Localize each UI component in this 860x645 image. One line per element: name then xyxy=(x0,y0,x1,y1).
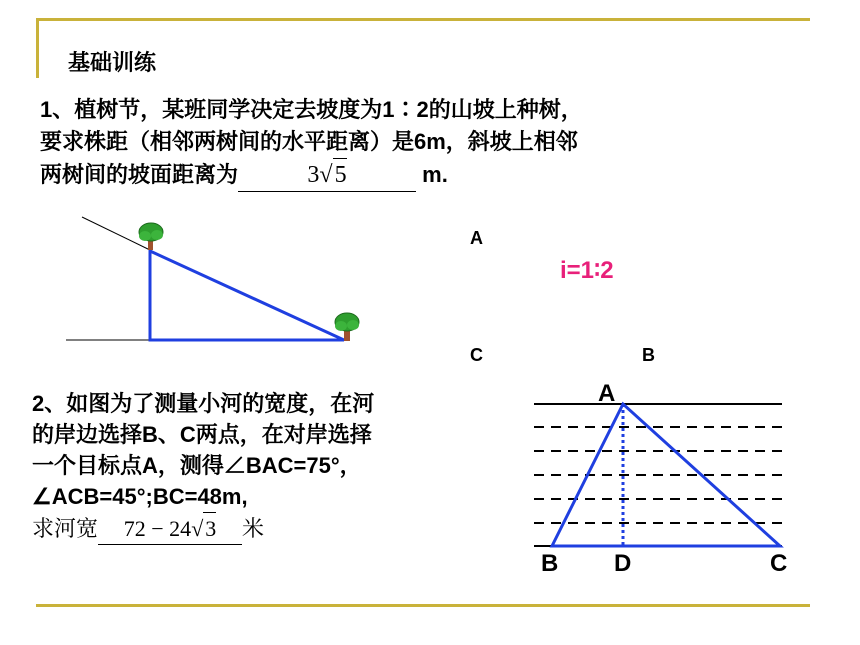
answer-1-coefficient: 3 xyxy=(307,162,320,188)
problem-1-line-3-suffix: m. xyxy=(416,162,448,187)
label-b-figure-1: B xyxy=(642,345,655,365)
slope-ratio: i=1∶2 xyxy=(560,257,614,284)
problem-2-line-2: 的岸边选择B、C两点，在对岸选择 xyxy=(32,422,372,447)
problem-2-line-5 xyxy=(32,512,492,545)
answer-2-prefix: 72 − 24 xyxy=(123,516,192,541)
problem-2-text xyxy=(32,388,492,545)
section-heading: 基础训练 xyxy=(68,50,157,75)
label-a-figure-1: A xyxy=(470,228,483,248)
problem-1-answer: 3√5 xyxy=(238,158,416,192)
label-b-figure-2: B xyxy=(541,550,559,577)
problem-1-line-1: 1、植树节，某班同学决定去坡度为1∶2的山坡上种树， xyxy=(40,97,583,122)
problem-1-line-2: 要求株距（相邻两树间的水平距离）是6m，斜坡上相邻 xyxy=(40,129,578,154)
label-c-figure-2: C xyxy=(770,550,788,577)
problem-2-line-3: 一个目标点A，测得∠BAC=75°， xyxy=(32,453,362,478)
problem-2-answer: 72 − 24√3 xyxy=(98,512,242,545)
problem-2-line-4: ∠ACB=45°;BC=48m, xyxy=(32,484,248,509)
label-a-figure-2: A xyxy=(598,380,616,407)
answer-2-radicand: 3 xyxy=(203,512,216,544)
problem-2-line-5-prefix: 求河宽 xyxy=(32,516,99,541)
label-d-figure-2: D xyxy=(614,550,632,577)
answer-1-radicand: 5 xyxy=(333,158,347,191)
problem-2-line-5-suffix: 米 xyxy=(242,516,265,541)
problem-1-line-3-prefix: 两树间的坡面距离为 xyxy=(40,162,239,187)
slope-triangle xyxy=(150,251,344,340)
problem-2-line-1: 2、如图为了测量小河的宽度，在河 xyxy=(32,391,375,416)
label-c-figure-1: C xyxy=(470,345,483,365)
